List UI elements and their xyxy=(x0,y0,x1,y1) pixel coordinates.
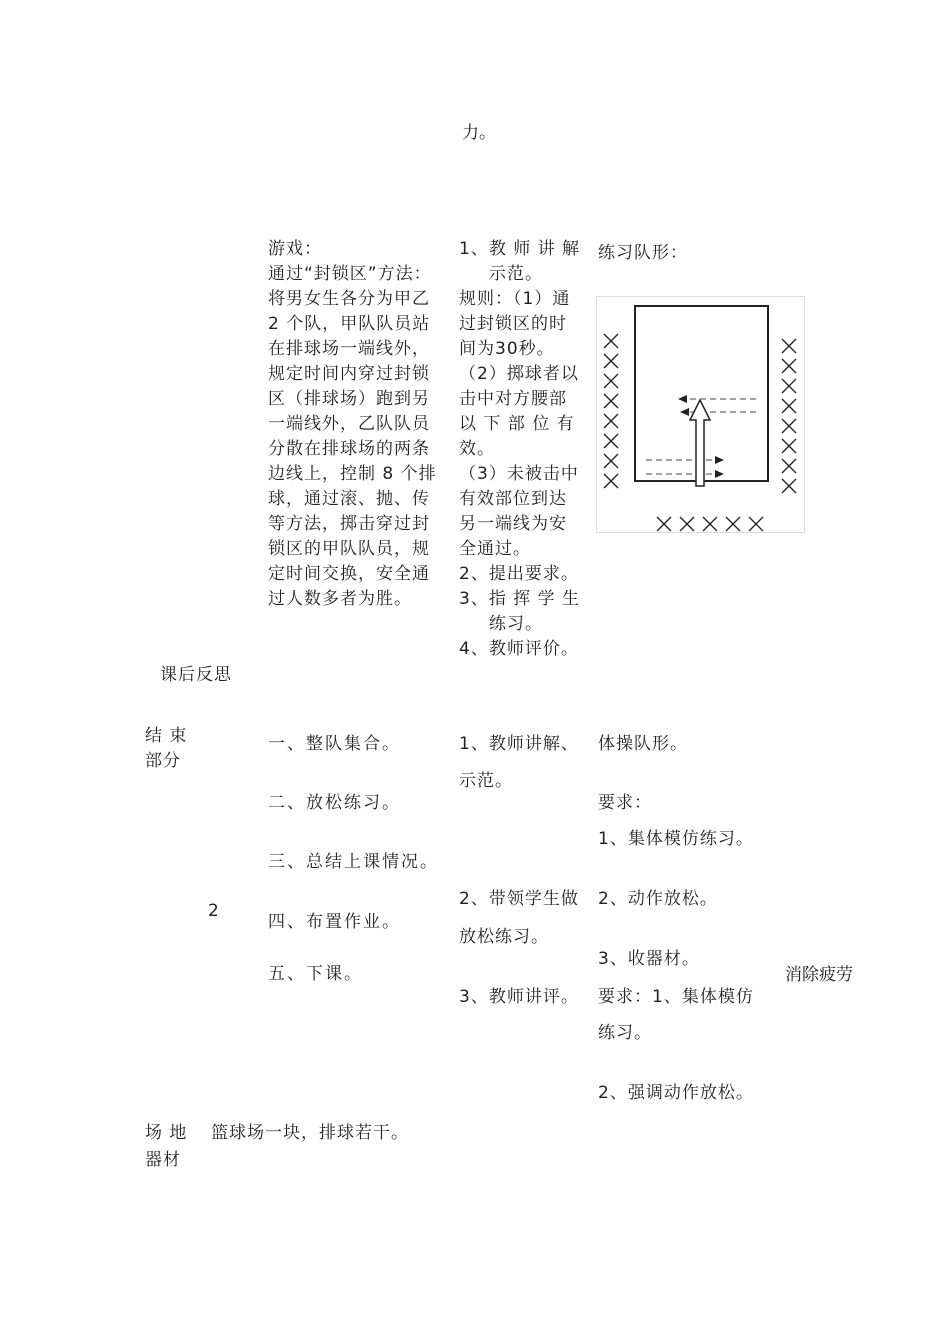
student-item: 3、收器材。 xyxy=(598,949,700,969)
text-line: 一端线外，乙队队员 xyxy=(268,414,430,434)
formation-diagram xyxy=(596,296,806,534)
text-line: 过人数多者为胜。 xyxy=(268,589,412,609)
text-line: 效。 xyxy=(459,439,495,459)
player-x-icon xyxy=(782,359,796,373)
player-x-icon xyxy=(726,517,740,531)
text-line: 规定时间内穿过封锁 xyxy=(268,364,430,384)
teacher-item: 1、教师讲解、 xyxy=(459,734,579,754)
reflection-label: 课后反思 xyxy=(160,665,232,685)
text-line: 将男女生各分为甲乙 xyxy=(268,289,430,309)
team-left-markers xyxy=(604,334,618,488)
formation-title: 练习队形： xyxy=(598,243,688,263)
content-item: 一、整队集合。 xyxy=(268,734,401,754)
content-item: 五、下课。 xyxy=(268,964,363,984)
throw-arrowhead-3 xyxy=(715,456,724,464)
game-description xyxy=(268,237,437,612)
player-x-icon xyxy=(782,419,796,433)
player-x-icon xyxy=(782,459,796,473)
player-x-icon xyxy=(657,517,671,531)
goal-text: 消除疲劳 xyxy=(785,965,853,985)
student-item: 要求：1、集体模仿 xyxy=(598,987,754,1007)
text-line: 等方法，掷击穿过封 xyxy=(268,514,430,534)
student-item: 体操队形。 xyxy=(598,734,688,754)
team-bottom-markers xyxy=(657,517,763,531)
text-line: 规则：（1）通 xyxy=(459,289,571,309)
team-right-markers xyxy=(782,339,796,493)
player-x-icon xyxy=(604,354,618,368)
section-label: 结 束 xyxy=(145,726,188,746)
text-line: 以 下 部 位 有 xyxy=(459,414,575,434)
teacher-item: 3、教师讲评。 xyxy=(459,987,579,1007)
player-x-icon xyxy=(604,334,618,348)
text-line: 锁区的甲队队员，规 xyxy=(268,539,430,559)
text-line: 击中对方腰部 xyxy=(459,389,567,409)
student-item: 2、动作放松。 xyxy=(598,889,718,909)
player-x-icon xyxy=(604,414,618,428)
player-x-icon xyxy=(782,399,796,413)
teacher-item: 放松练习。 xyxy=(459,927,549,947)
teacher-item: 示范。 xyxy=(459,771,513,791)
text-line: 间为30秒。 xyxy=(459,339,555,359)
text-line: 过封锁区的时 xyxy=(459,314,567,334)
text-line: （2）掷球者以 xyxy=(459,364,579,384)
student-item: 要求： xyxy=(598,793,652,813)
player-x-icon xyxy=(782,479,796,493)
student-item: 2、强调动作放松。 xyxy=(598,1083,754,1103)
text-line: 球，通过滚、抛、传 xyxy=(268,489,430,509)
text-line: 边线上，控制 8 个排 xyxy=(268,464,437,484)
content-item: 二、放松练习。 xyxy=(268,793,401,813)
content-item: 三、总结上课情况。 xyxy=(268,852,439,872)
player-x-icon xyxy=(604,374,618,388)
throw-arrowhead-2 xyxy=(680,408,689,416)
student-item: 1、集体模仿练习。 xyxy=(598,829,754,849)
player-x-icon xyxy=(782,439,796,453)
player-x-icon xyxy=(604,434,618,448)
venue-label: 场 地 xyxy=(145,1123,188,1143)
venue-label: 器材 xyxy=(145,1150,181,1170)
teacher-activity xyxy=(459,237,580,662)
text-line: 通过“封锁区”方法： xyxy=(268,264,432,284)
text-line: 全通过。 xyxy=(459,539,531,559)
player-x-icon xyxy=(703,517,717,531)
player-x-icon xyxy=(680,517,694,531)
throw-arrowhead-1 xyxy=(678,395,687,403)
player-x-icon xyxy=(749,517,763,531)
text-line: 定时间交换，安全通 xyxy=(268,564,430,584)
content-item: 四、布置作业。 xyxy=(268,912,401,932)
text-line: 游戏： xyxy=(268,239,322,259)
run-arrow-icon xyxy=(690,400,710,486)
text-line: 练习。 xyxy=(489,614,543,634)
text-line: 示范。 xyxy=(489,264,543,284)
text-line: 有效部位到达 xyxy=(459,489,567,509)
venue-text: 篮球场一块，排球若干。 xyxy=(211,1123,409,1143)
text-line: 4、教师评价。 xyxy=(459,639,579,659)
player-x-icon xyxy=(604,454,618,468)
student-item: 练习。 xyxy=(598,1023,652,1043)
player-x-icon xyxy=(604,474,618,488)
player-x-icon xyxy=(604,394,618,408)
continued-text: 力。 xyxy=(462,123,496,143)
text-line: 在排球场一端线外， xyxy=(268,339,430,359)
text-line: 3、指 挥 学 生 xyxy=(459,589,581,609)
text-line: （3）未被击中 xyxy=(459,464,579,484)
section-label: 部分 xyxy=(145,751,181,771)
player-x-icon xyxy=(782,379,796,393)
teacher-item: 2、带领学生做 xyxy=(459,889,579,909)
player-x-icon xyxy=(782,339,796,353)
text-line: 2、提出要求。 xyxy=(459,564,579,584)
time-value: 2 xyxy=(208,901,219,921)
text-line: 另一端线为安 xyxy=(459,514,567,534)
text-line: 分散在排球场的两条 xyxy=(268,439,430,459)
text-line: 1、教 师 讲 解 xyxy=(459,239,581,259)
throw-arrowhead-4 xyxy=(715,470,724,478)
text-line: 区（排球场）跑到另 xyxy=(268,389,430,409)
text-line: 2 个队，甲队队员站 xyxy=(268,314,431,334)
